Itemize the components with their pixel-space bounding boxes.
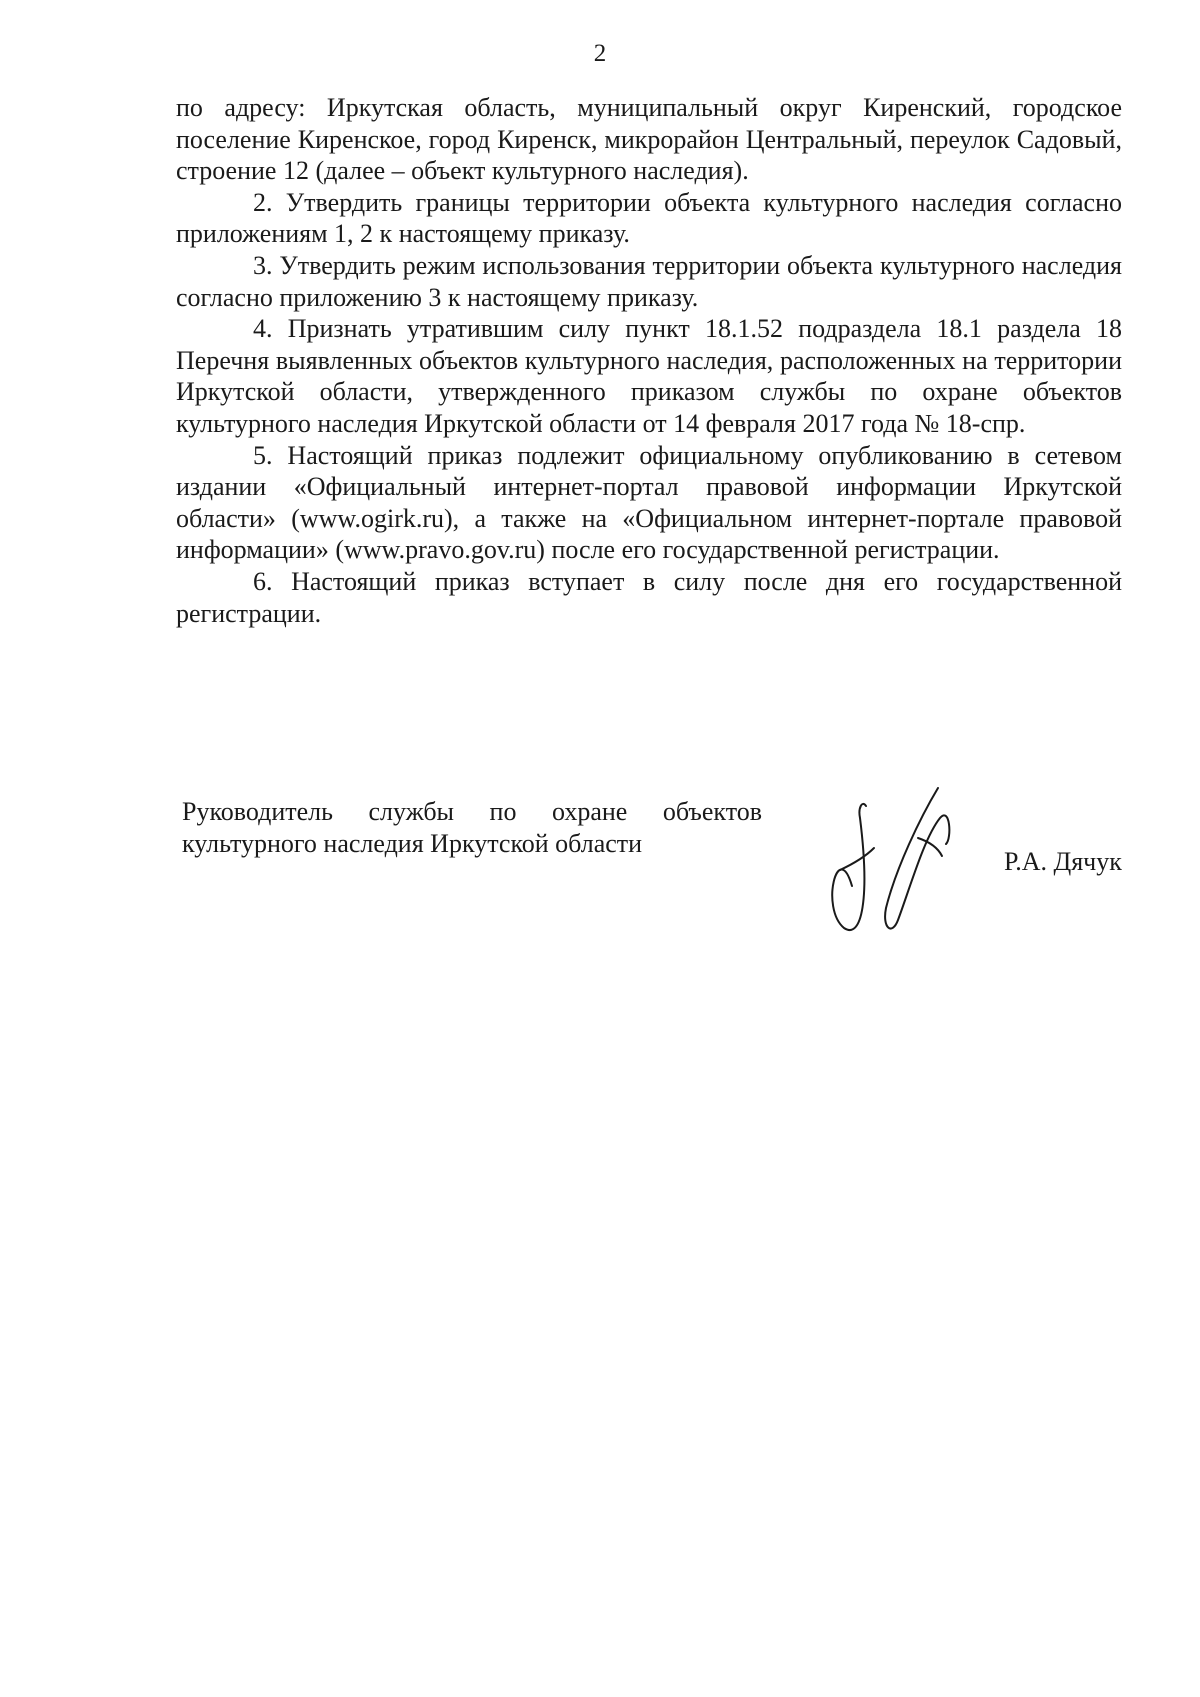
paragraph-address-continuation: по адресу: Иркутская область, муниципальный округ Киренский, городское поселение Киренское, город Киренск, микрорайон Центральный, переулок Садовый, строение 12 (далее – объект культурного наследия). <box>176 93 1122 186</box>
paragraph-item-5: 5. Настоящий приказ подлежит официальному опубликованию в сетевом издании «Официальный интернет-портал правовой информации Иркутской области» (www.ogirk.ru), а также на «Официальном интернет-портале правовой информации» (www.pravo.gov.ru) после его государственной регистрации. <box>176 440 1122 565</box>
handwritten-signature <box>800 778 980 938</box>
signatory-position-line-1: Руководитель службы по охране объектов <box>182 797 762 826</box>
signatory-name: Р.А. Дячук <box>1004 847 1122 876</box>
document-body <box>176 92 1122 629</box>
paragraph-item-2: 2. Утвердить границы территории объекта культурного наследия согласно приложениям 1, 2 к настоящему приказу. <box>176 187 1122 249</box>
page-number: 2 <box>593 40 607 67</box>
signatory-position-line-2: культурного наследия Иркутской области <box>182 829 643 858</box>
paragraph-item-6: 6. Настоящий приказ вступает в силу после дня его государственной регистрации. <box>176 566 1122 628</box>
signatory-position <box>182 796 762 860</box>
paragraph-item-4: 4. Признать утратившим силу пункт 18.1.52 подраздела 18.1 раздела 18 Перечня выявленных объектов культурного наследия, расположенных на территории Иркутской области, утвержденного приказом службы по охране объектов культурного наследия Иркутской области от 14 февраля 2017 года № 18-спр. <box>176 314 1122 438</box>
paragraph-item-3: 3. Утвердить режим использования территории объекта культурного наследия согласно приложению 3 к настоящему приказу. <box>176 250 1122 312</box>
